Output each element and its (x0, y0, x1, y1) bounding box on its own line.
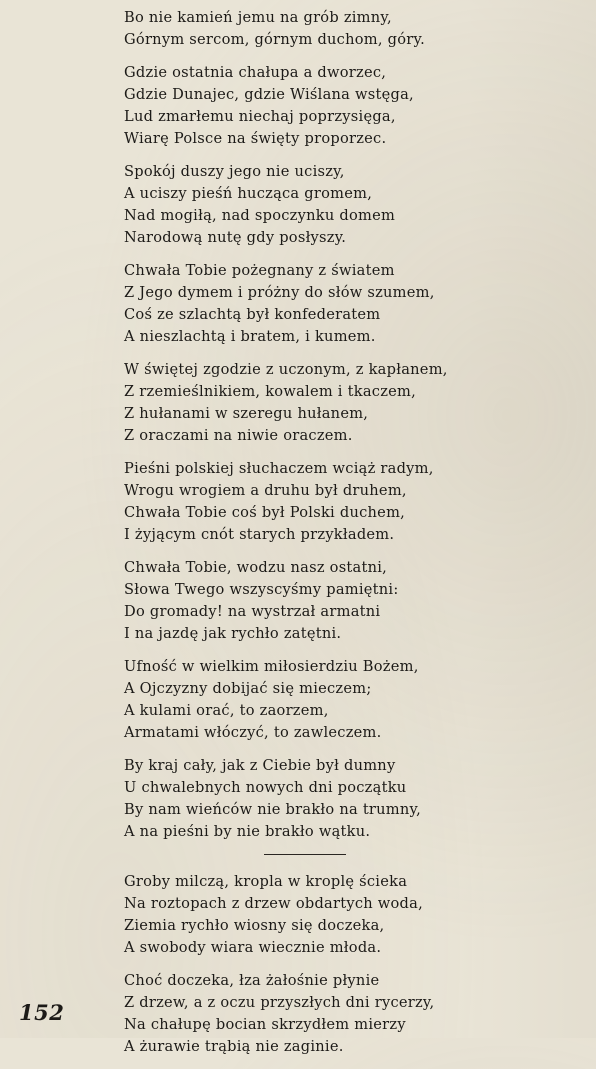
verse-line: Chwała Tobie, wodzu nasz ostatni, (124, 559, 388, 576)
verse-line: I na jazdę jak rychło zatętni. (124, 625, 342, 642)
verse-line: A żurawie trąbią nie zaginie. (124, 1038, 344, 1055)
verse-line: Spokój duszy jego nie uciszy, (124, 163, 345, 180)
verse-line: I żyjącym cnót starych przykładem. (124, 526, 395, 543)
verse-line: Groby milczą, kropla w kroplę ścieka (124, 873, 408, 890)
stanza-3 (124, 161, 584, 249)
verse-line: A Ojczyzny dobijać się mieczem; (124, 680, 372, 697)
verse-line: Choć doczeka, łza żałośnie płynie (124, 972, 380, 989)
page-number: 152 (19, 1000, 65, 1025)
verse-line: A uciszy pieśń hucząca gromem, (124, 185, 373, 202)
verse-line: Ufność w wielkim miłosierdziu Bożem, (124, 658, 419, 675)
verse-line: Nad mogiłą, nad spoczynku domem (124, 207, 396, 224)
poem-text (124, 7, 584, 1069)
verse-line: Górnym sercom, górnym duchom, góry. (124, 31, 425, 48)
stanza-9 (124, 755, 584, 843)
verse-line: Do gromady! na wystrzał armatni (124, 603, 381, 620)
verse-line: Z rzemieślnikiem, kowalem i tkaczem, (124, 383, 417, 400)
verse-line: A kulami orać, to zaorzem, (124, 702, 329, 719)
stanza-2 (124, 62, 584, 150)
verse-line: Gdzie Dunajec, gdzie Wiślana wstęga, (124, 86, 414, 103)
verse-line: Chwała Tobie pożegnany z światem (124, 262, 395, 279)
verse-line: By kraj cały, jak z Ciebie był dumny (124, 757, 396, 774)
verse-line: Gdzie ostatnia chałupa a dworzec, (124, 64, 387, 81)
verse-line: Z oraczami na niwie oraczem. (124, 427, 353, 444)
verse-line: Lud zmarłemu niechaj poprzysięga, (124, 108, 396, 125)
stanza-4 (124, 260, 584, 348)
verse-line: Wiarę Polsce na święty proporzec. (124, 130, 387, 147)
verse-line: Bo nie kamień jemu na grób zimny, (124, 9, 392, 26)
section-divider (264, 854, 346, 855)
verse-line: A swobody wiara wiecznie młoda. (124, 939, 382, 956)
stanza-1 (124, 7, 584, 51)
verse-line: A na pieśni by nie brakło wątku. (124, 823, 371, 840)
verse-line: Pieśni polskiej słuchaczem wciąż radym, (124, 460, 434, 477)
stanza-6 (124, 458, 584, 546)
verse-line: Wrogu wrogiem a druhu był druhem, (124, 482, 407, 499)
verse-line: Z drzew, a z oczu przyszłych dni rycerzy, (124, 994, 435, 1011)
stanza-11 (124, 970, 584, 1058)
verse-line: By nam wieńców nie brakło na trumny, (124, 801, 421, 818)
verse-line: A nieszlachtą i bratem, i kumem. (124, 328, 376, 345)
verse-line: Ziemia rychło wiosny się doczeka, (124, 917, 385, 934)
verse-line: Słowa Twego wszyscyśmy pamiętni: (124, 581, 399, 598)
verse-line: Na chałupę bocian skrzydłem mierzy (124, 1016, 406, 1033)
verse-line: Z Jego dymem i próżny do słów szumem, (124, 284, 435, 301)
verse-line: U chwalebnych nowych dni początku (124, 779, 407, 796)
stanza-7 (124, 557, 584, 645)
verse-line: Narodową nutę gdy posłyszy. (124, 229, 347, 246)
verse-line: Armatami włóczyć, to zawleczem. (124, 724, 382, 741)
verse-line: Na roztopach z drzew obdartych woda, (124, 895, 423, 912)
stanza-5 (124, 359, 584, 447)
verse-line: Coś ze szlachtą był konfederatem (124, 306, 381, 323)
verse-line: W świętej zgodzie z uczonym, z kapłanem, (124, 361, 448, 378)
verse-line: Chwała Tobie coś był Polski duchem, (124, 504, 406, 521)
stanza-10 (124, 871, 584, 959)
verse-line: Z hułanami w szeregu hułanem, (124, 405, 369, 422)
stanza-8 (124, 656, 584, 744)
